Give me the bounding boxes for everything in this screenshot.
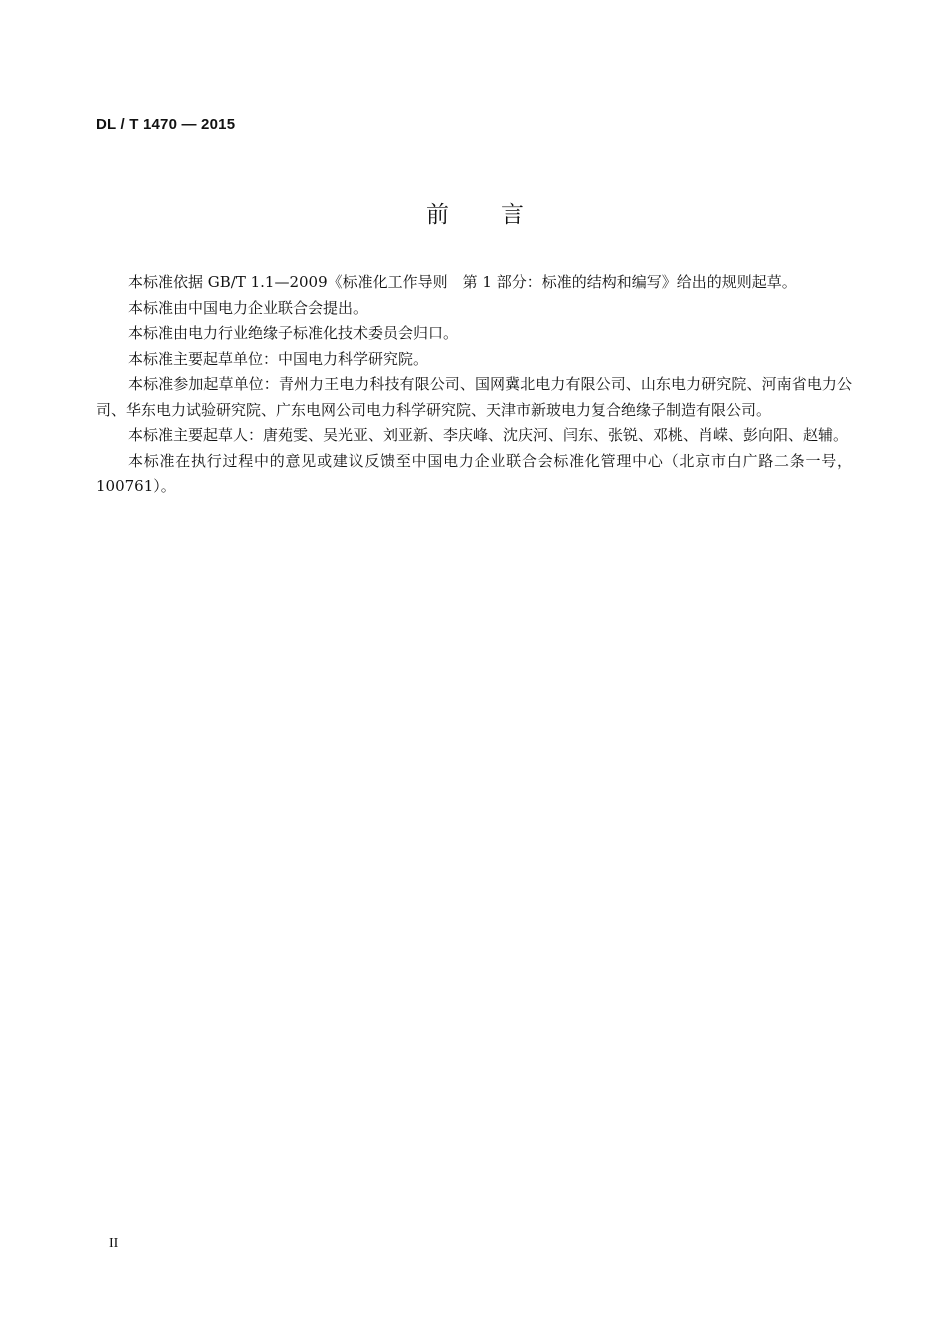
paragraph-feedback: 本标准在执行过程中的意见或建议反馈至中国电力企业联合会标准化管理中心（北京市白广路二条一号，100761）。 [96,451,852,495]
paragraph-committee: 本标准由电力行业绝缘子标准化技术委员会归口。 [128,324,459,342]
foreword-body [96,270,852,500]
paragraph-main-drafters: 本标准主要起草人：唐苑雯、吴光亚、刘亚新、李庆峰、沈庆河、闫东、张锐、邓桃、肖嵘、彭向阳、赵辅。 [128,426,849,444]
page-number: II [109,1236,119,1251]
paragraph-proposer: 本标准由中国电力企业联合会提出。 [128,298,369,317]
paragraph-participating-orgs: 本标准参加起草单位：青州力王电力科技有限公司、国网冀北电力有限公司、山东电力研究院、河南省电力公司、华东电力试验研究院、广东电网公司电力科学研究院、天津市新玻电力复合绝缘子制造有限公司。 [96,375,852,419]
page-title: 前言 [426,202,576,228]
standard-code: DL / T 1470 — 2015 [96,116,236,133]
paragraph-drafting-rules: 本标准依据 GB/T 1.1—2009《标准化工作导则 第 1 部分：标准的结构和编写》给出的规则起草。 [128,273,797,291]
paragraph-main-drafter-org: 本标准主要起草单位：中国电力科学研究院。 [128,349,429,368]
